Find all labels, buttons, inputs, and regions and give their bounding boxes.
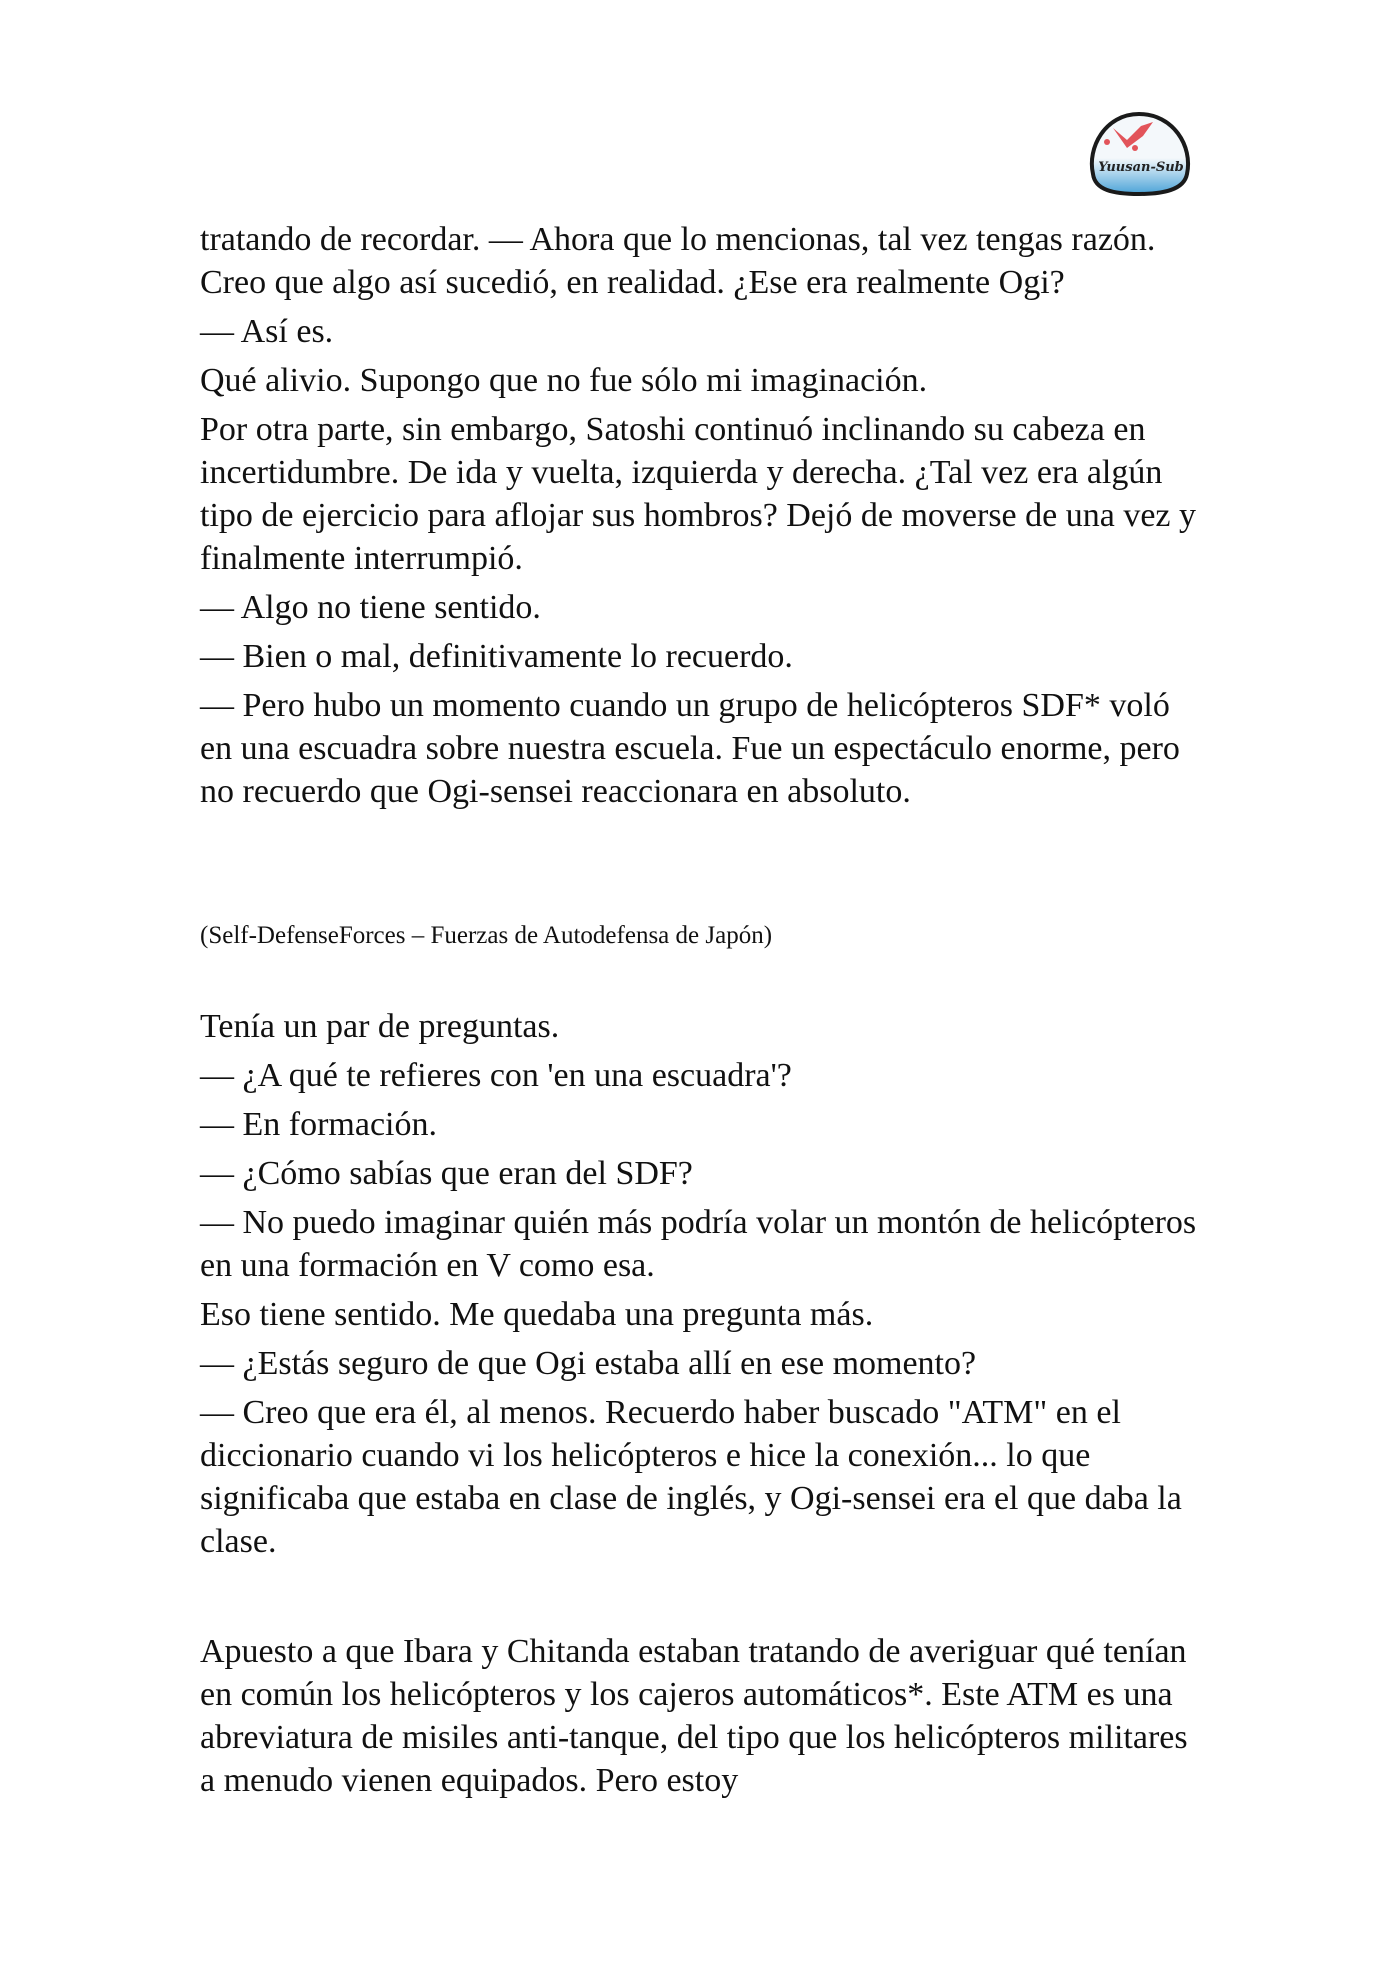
logo-dot-icon [1104, 139, 1110, 145]
paragraph: Eso tiene sentido. Me quedaba una pregunta más. [200, 1296, 874, 1333]
paragraph: — ¿A qué te refieres con 'en una escuadra'? [200, 1057, 792, 1094]
footnote: (Self-DefenseForces – Fuerzas de Autodefensa de Japón) [200, 922, 773, 949]
paragraph: — Bien o mal, definitivamente lo recuerdo. [200, 638, 793, 675]
watermark-logo [1083, 108, 1195, 198]
logo-text: Yuusan-Sub [1098, 160, 1184, 175]
paragraph: Tenía un par de preguntas. [200, 1008, 560, 1045]
logo-bubble-shape [1092, 114, 1188, 194]
paragraph: Qué alivio. Supongo que no fue sólo mi imaginación. [200, 362, 928, 399]
paragraph: tratando de recordar. — Ahora que lo mencionas, tal vez tengas razón. Creo que algo así sucedió, en realidad. ¿Ese era realmente Ogi? [200, 221, 1164, 301]
paragraph-block-3 [200, 1630, 1210, 1808]
paragraph-block-2 [200, 1005, 1210, 1569]
paragraph-block-1 [200, 218, 1210, 819]
paragraph: — Algo no tiene sentido. [200, 589, 541, 626]
logo-emblem [1083, 108, 1195, 198]
paragraph: Por otra parte, sin embargo, Satoshi continuó inclinando su cabeza en incertidumbre. De ida y vuelta, izquierda y derecha. ¿Tal vez era algún tipo de ejercicio para aflojar sus hombros? Dejó de moverse de una vez y finalmente interrumpió. [200, 411, 1205, 577]
paragraph: — Pero hubo un momento cuando un grupo de helicópteros SDF* voló en una escuadra sobre nuestra escuela. Fue un espectáculo enorme, pero no recuerdo que Ogi-sensei reaccionara en absoluto. [200, 687, 1189, 810]
paragraph: — ¿Estás seguro de que Ogi estaba allí en ese momento? [200, 1345, 977, 1382]
paragraph: — Así es. [200, 313, 334, 350]
paragraph: — ¿Cómo sabías que eran del SDF? [200, 1155, 693, 1192]
paragraph: — No puedo imaginar quién más podría volar un montón de helicópteros en una formación en V como esa. [200, 1204, 1205, 1284]
paragraph: Apuesto a que Ibara y Chitanda estaban tratando de averiguar qué tenían en común los helicópteros y los cajeros automáticos*. Este ATM es una abreviatura de misiles anti-tanque, del tipo que los helicópteros militares a menudo vienen equipados. Pero estoy [200, 1633, 1197, 1799]
paragraph: — En formación. [200, 1106, 437, 1143]
logo-dot-icon [1132, 145, 1138, 151]
paragraph: — Creo que era él, al menos. Recuerdo haber buscado "ATM" en el diccionario cuando vi los helicópteros e hice la conexión... lo que significaba que estaba en clase de inglés, y Ogi-sensei era el que daba la clase. [200, 1394, 1191, 1560]
